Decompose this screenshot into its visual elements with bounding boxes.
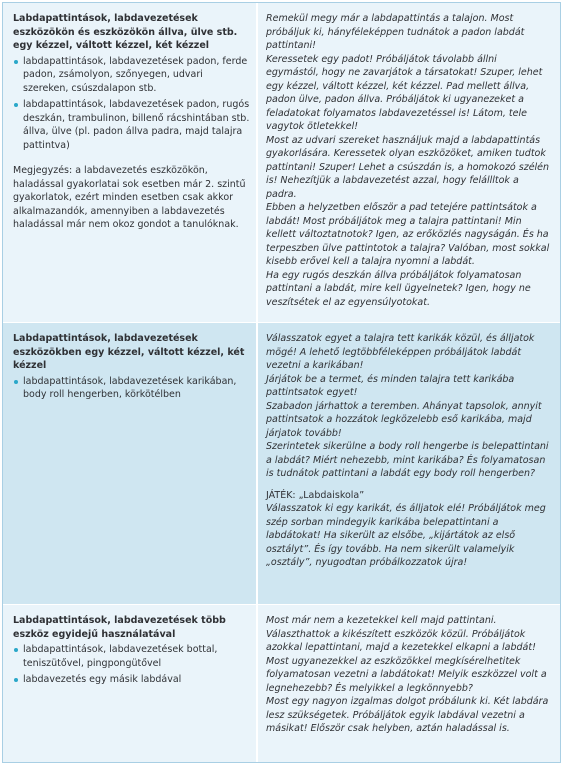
- list-item: labdapattintások, labdavezetések karikában, body roll hengerben, körkötélben: [13, 375, 250, 402]
- instruction-column: [258, 3, 560, 322]
- activity-table: [2, 2, 561, 763]
- exercise-column: [3, 323, 258, 604]
- game-description: Válasszatok ki egy karikát, és álljatok elé! Próbáljátok meg szép sorban mindegyik karikába belepattintani a labdátokat! Ha sikerült az elsőbe, „kijártátok az első osztályt”. És így tovább. Ha nem sikerült valamelyik „osztály”, nyugodtan próbálkozzatok újra!: [266, 503, 546, 568]
- exercise-list: [13, 375, 250, 402]
- instruction-paragraph: Válasszatok egyet a talajra tett karikák közül, és álljatok mögé! A lehető legtöbbféleképpen próbáljátok labdát vezetni a karikában!: [266, 333, 535, 371]
- instruction-column: [258, 323, 560, 604]
- exercise-column: [3, 3, 258, 322]
- instruction-paragraph: Most ugyanezekkel az eszközökkel megkísérelhetitek folyamatosan vezetni a labdátokat! Melyik eszközzel volt a legnehezebb? És melyikkel a legkönnyebb?: [266, 655, 547, 694]
- instruction-paragraph: Remekül megy már a labdapattintás a talajon. Most próbáljuk ki, hányféleképpen tudnátok a padon labdát pattintani!: [266, 13, 525, 51]
- exercise-title: Labdapattintások, labdavezetések eszközökben egy kézzel, váltott kézzel, két kézzel: [13, 333, 245, 371]
- instruction-paragraph: Szerintetek sikerülne a body roll hengerbe is belepattintani a labdát? Miért nehezebb, mint karikába? És folyamatosan is tudnátok pattintani a labdát egy body roll hengerben?: [266, 441, 549, 479]
- exercise-list: [13, 55, 250, 153]
- exercise-column: [3, 605, 258, 762]
- instruction-paragraph: Most már nem a kezetekkel kell majd pattintani. Választhattok a kikészített eszközök közül. Próbáljátok azokkal lepattintani, majd a kezetekkel elkapni a labdát!: [266, 615, 536, 653]
- table-row: [3, 322, 560, 604]
- instruction-column: [258, 605, 560, 762]
- instruction-paragraph: Ha egy rugós deszkán állva próbáljátok folyamatosan pattintani a labdát, mire kell ügyelnetek? Igen, hogy ne veszítsétek el az egyensúlyotokat.: [266, 269, 531, 308]
- list-item: labdapattintások, labdavezetések padon, rugós deszkán, trambulinon, billenő rácshintában stb. állva, ülve (pl. padon állva padra, majd talajra pattintva): [13, 98, 250, 152]
- instruction-paragraph: Járjátok be a termet, és minden talajra tett karikába pattintsatok egyet!: [266, 373, 515, 398]
- table-row: [3, 3, 560, 322]
- list-item: labdavezetés egy másik labdával: [13, 673, 250, 687]
- list-item: labdapattintások, labdavezetések bottal, teniszütővel, pingpongütővel: [13, 643, 250, 670]
- exercise-list: [13, 643, 250, 687]
- instruction-paragraph: Keressetek egy padot! Próbáljátok távolabb állni egymástól, hogy ne zavarjátok a társatokat! Szuper, lehet egy kézzel, váltott kézzel, két kézzel. Pad mellett állva, padon ülve, padon állva. Próbáljátok ki ugyanezeket a feladatokat folyamatos labdavezetéssel is! Látom, tele vagytok ötletekkel!: [266, 53, 543, 132]
- exercise-title: Labdapattintások, labdavezetések több eszköz egyidejű használatával: [13, 615, 226, 640]
- instruction-paragraph: Most egy nagyon izgalmas dolgot próbálunk ki. Két labdára lesz szükségetek. Próbáljátok egyik labdával vezetni a másikat! Először csak helyben, aztán haladással is.: [266, 696, 549, 734]
- table-row: [3, 604, 560, 762]
- note-text: Megjegyzés: a labdavezetés eszközökön, haladással gyakorlatai sok esetben már 2. szintű gyakorlatok, ezért minden esetben csak akkor alkalmazandók, amennyiben a labdavezetés haladással már nem okoz gondot a tanulóknak.: [13, 165, 246, 230]
- exercise-title: Labdapattintások, labdavezetések eszközökön és eszközökön állva, ülve stb. egy kézzel, váltott kézzel, két kézzel: [13, 13, 238, 51]
- list-item: labdapattintások, labdavezetések padon, ferde padon, zsámolyon, szőnyegen, udvari szereken, csúszdalapon stb.: [13, 55, 250, 96]
- instruction-paragraph: Ebben a helyzetben először a pad tetejére pattintsátok a labdát! Most próbáljátok meg a talajra pattintani! Min kellett változtatnotok? Igen, az erőközlés nagyságán. És ha terpeszben ülve pattintotok a talajra? Valóban, most sokkal kisebb erővel kell a talajra nyomni a labdát.: [266, 202, 550, 267]
- game-title: JÁTÉK: „Labdaiskola”: [266, 489, 365, 501]
- instruction-paragraph: Szabadon járhattok a teremben. Ahányat tapsolok, annyit pattintsatok a hozzátok legközelebb eső karikába, majd járjatok tovább!: [266, 400, 542, 439]
- instruction-paragraph: Most az udvari szereket használjuk majd a labdapattintás gyakorlására. Keressetek olyan eszközöket, amiken tudtok pattintani! Szuper! Lehet a csúszdán is, a homokozó szélén is! Nehezítjük a labdavezetést azzal, hogy felállltok a padra.: [266, 134, 550, 200]
